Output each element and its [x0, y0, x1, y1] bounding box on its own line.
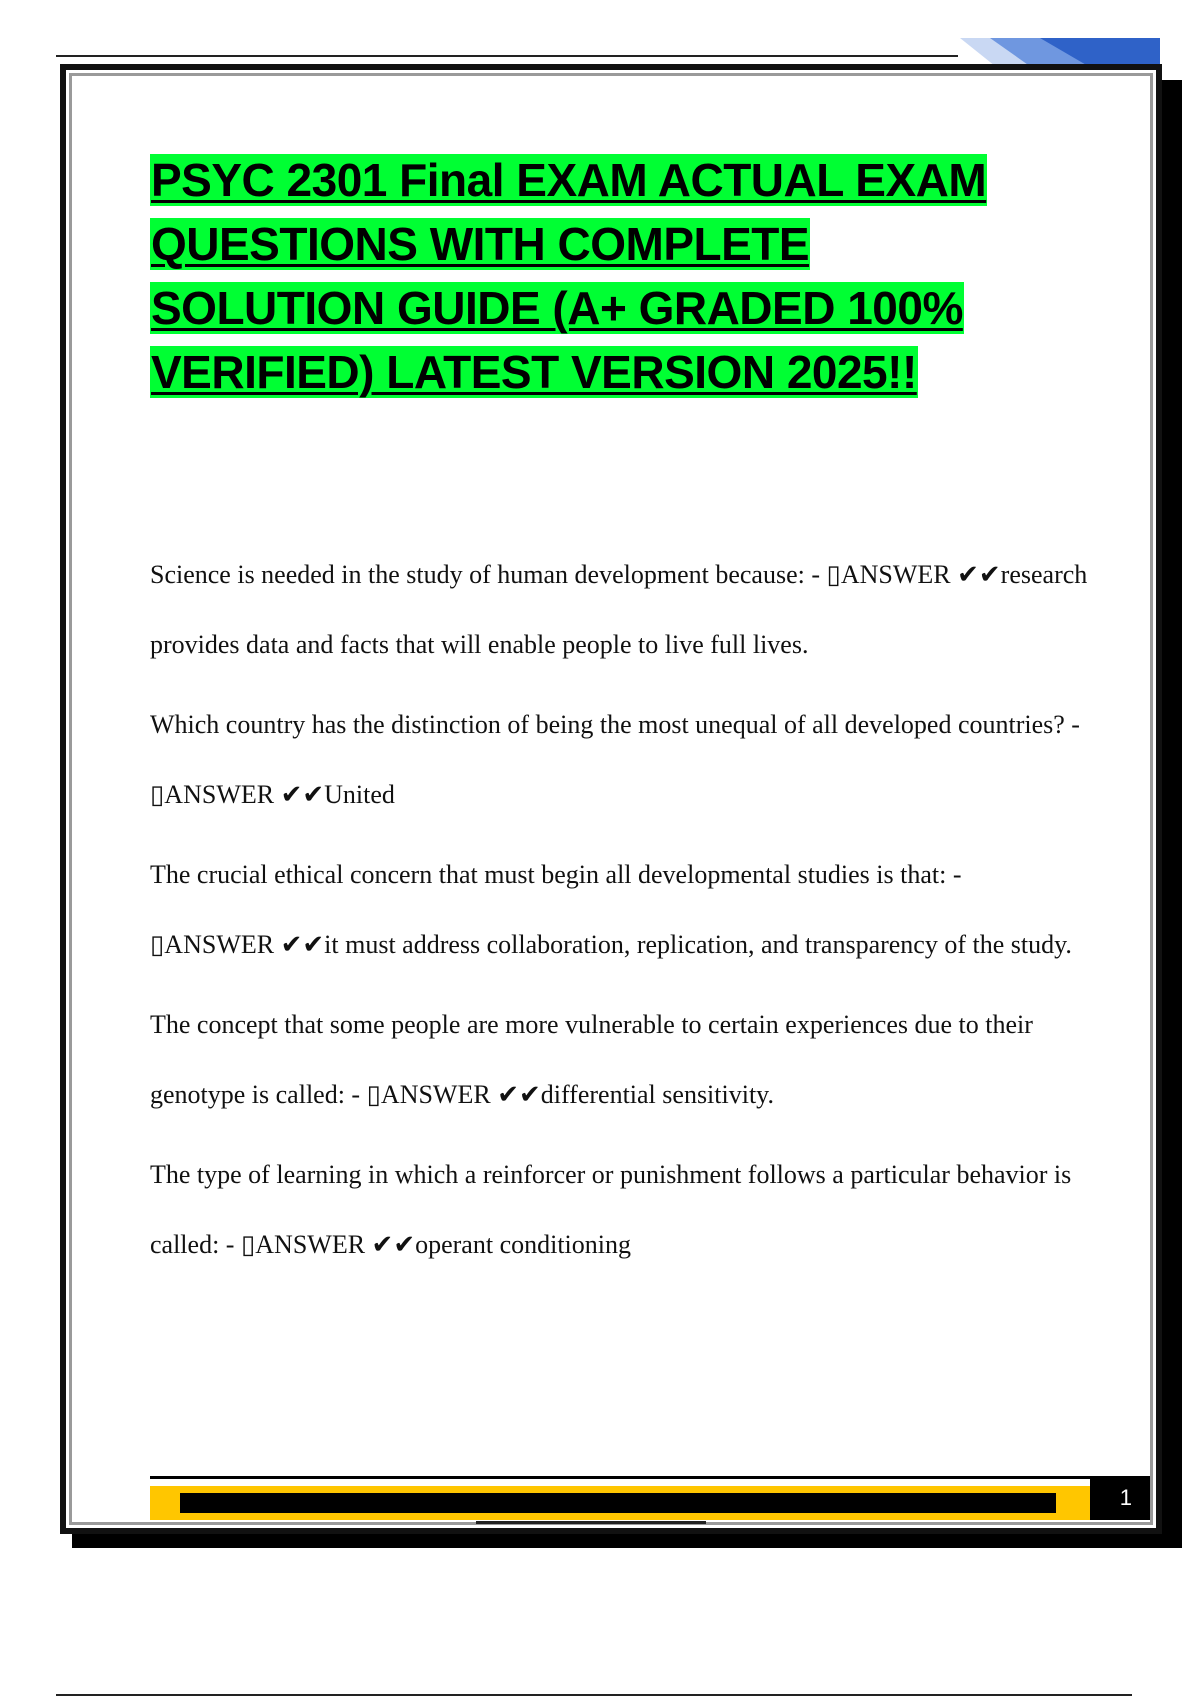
title-line: VERIFIED) LATEST VERSION 2025!! — [151, 346, 917, 398]
answer-marker: ▯ANSWER ✔✔ — [366, 1080, 541, 1109]
title-line: SOLUTION GUIDE (A+ GRADED 100% — [151, 282, 963, 334]
footer-bar-inner — [180, 1493, 1056, 1513]
qa-item — [150, 690, 1090, 830]
document-page — [60, 64, 1162, 1534]
question-text: The crucial ethical concern that must begin all developmental studies is that: - — [150, 860, 962, 889]
answer-marker: ▯ANSWER ✔✔ — [240, 1230, 416, 1259]
answer-text: operant conditioning — [415, 1230, 632, 1259]
answer-text: differential sensitivity. — [540, 1080, 774, 1109]
question-text: The type of learning in which a reinforcer or punishment follows a particular behavior is called: - — [150, 1160, 1072, 1259]
qa-item — [150, 990, 1090, 1130]
document-title — [150, 148, 1070, 404]
qa-list — [150, 540, 1090, 1290]
bottom-rule — [56, 1694, 1132, 1696]
title-line: QUESTIONS WITH COMPLETE — [151, 218, 810, 270]
qa-item — [150, 840, 1090, 980]
question-text: Science is needed in the study of human development because: - — [150, 560, 827, 589]
footer-underline — [476, 1521, 706, 1524]
question-text: Which country has the distinction of being the most unequal of all developed countries? - — [150, 710, 1080, 739]
qa-item — [150, 1140, 1090, 1280]
footer-rule — [150, 1476, 1150, 1479]
answer-text: United — [324, 780, 395, 809]
qa-item — [150, 540, 1090, 680]
answer-marker: ▯ANSWER ✔✔ — [150, 930, 325, 959]
title-line: PSYC 2301 Final EXAM ACTUAL EXAM — [151, 154, 987, 206]
footer-bar — [150, 1486, 1090, 1520]
answer-marker: ▯ANSWER ✔✔ — [826, 560, 1001, 589]
answer-text: it must address collaboration, replication, and transparency of the study. — [324, 930, 1072, 959]
answer-text: research provides data and facts that will enable people to live full lives. — [150, 560, 1088, 659]
question-text: The concept that some people are more vulnerable to certain experiences due to their genotype is called: - — [150, 1010, 1033, 1109]
page-number: 1 — [1090, 1476, 1150, 1520]
top-rule — [56, 55, 958, 57]
answer-marker: ▯ANSWER ✔✔ — [150, 780, 325, 809]
